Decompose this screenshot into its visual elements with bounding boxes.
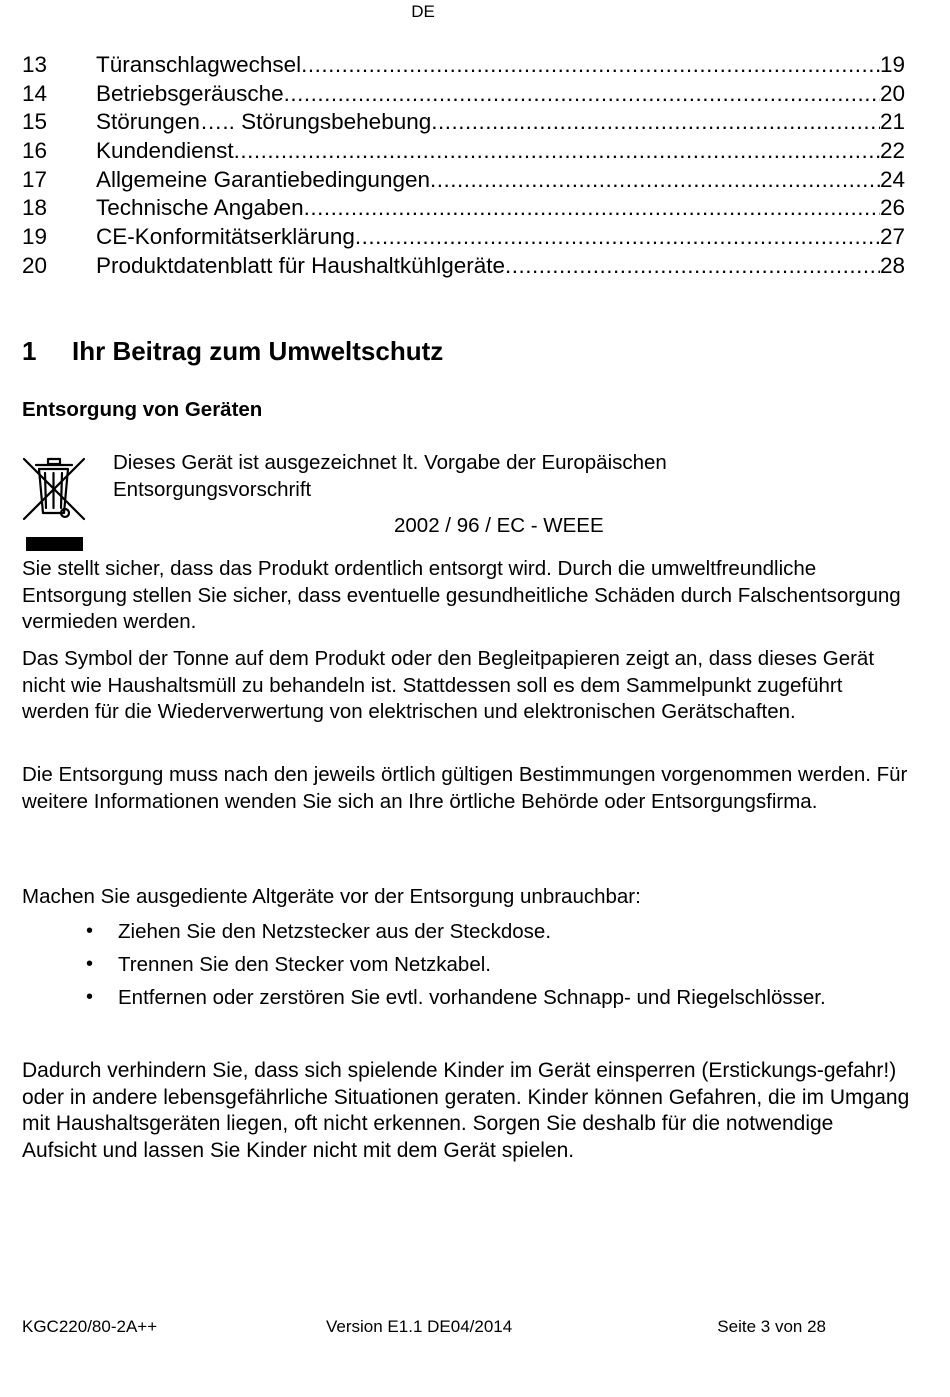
toc-title: Technische Angaben — [96, 195, 304, 221]
toc-title: Türanschlagwechsel — [96, 52, 302, 77]
toc-leader — [304, 194, 880, 223]
toc-title: Produktdatenblatt für Haushaltkühlgeräte — [96, 252, 506, 278]
paragraph-local-regulations: Die Entsorgung muss nach den jeweils örtlich gültigen Bestimmungen vorgenommen werden. Für weitere Informationen wenden Sie sich an Ihre örtliche Behörde oder Entsorgungsfirma. — [22, 763, 908, 813]
toc-title: Störungen….. Störungsbehebung — [96, 109, 432, 135]
section-title: Ihr Beitrag zum Umweltschutz — [72, 336, 444, 366]
toc-leader — [301, 51, 880, 80]
toc-page: 26 — [879, 195, 905, 221]
toc-leader — [355, 223, 880, 252]
toc-number: 14 — [22, 80, 48, 106]
paragraph-disposal-benefit: Sie stellt sicher, dass das Produkt ordentlich entsorgt wird. Durch die umweltfreundliche Entsorgung stellen Sie sicher, dass eventuelle gesundheitliche Schäden durch Falschentsorgung vermieden werden. — [22, 557, 901, 634]
toc-leader — [234, 137, 880, 166]
toc-entry[interactable] — [22, 194, 905, 223]
toc-number: 18 — [22, 195, 48, 221]
toc-leader — [505, 252, 880, 281]
section-number: 1 — [22, 336, 37, 366]
toc-entry[interactable] — [22, 252, 905, 281]
bullet-list — [84, 916, 884, 1015]
paragraph-make-unusable: Machen Sie ausgediente Altgeräte vor der Entsorgung unbrauchbar: — [22, 885, 641, 908]
section-heading — [22, 336, 443, 367]
toc-entry[interactable] — [22, 108, 905, 137]
footer-page-number: Seite 3 von 28 — [717, 1317, 826, 1336]
toc-page: 19 — [879, 52, 905, 77]
toc-page: 24 — [879, 166, 905, 192]
toc-number: 15 — [22, 109, 48, 135]
toc-title: Betriebsgeräusche — [96, 80, 284, 106]
table-of-contents — [22, 51, 905, 281]
weee-directive-code: 2002 / 96 / EC - WEEE — [394, 514, 604, 537]
toc-number: 13 — [22, 52, 48, 77]
toc-entry[interactable] — [22, 137, 905, 166]
list-item: • Entfernen oder zerstören Sie evtl. vorhandene Schnapp- und Riegelschlösser. — [84, 982, 884, 1013]
toc-leader — [430, 166, 880, 195]
list-item: • Trennen Sie den Stecker vom Netzkabel. — [84, 949, 884, 980]
toc-number: 16 — [22, 138, 48, 164]
toc-number: 17 — [22, 166, 48, 192]
paragraph-child-safety: Dadurch verhindern Sie, dass sich spielende Kinder im Gerät einsperren (Erstickungs-gefahr!) oder in andere lebensgefährliche Situationen geraten. Kinder können Gefahren, die im Umgang mit Haushaltsgeräten liegen, oft nicht erkennen. Sorgen Sie deshalb für die notwendige Aufsicht und lassen Sie Kinder nicht mit dem Gerät spielen. — [22, 1059, 910, 1162]
toc-entry[interactable] — [22, 166, 905, 195]
toc-entry[interactable] — [22, 80, 905, 109]
toc-number: 20 — [22, 252, 48, 278]
toc-title: Allgemeine Garantiebedingungen — [96, 166, 430, 192]
page-footer — [22, 1317, 826, 1339]
toc-page: 21 — [879, 109, 905, 135]
toc-page: 20 — [879, 80, 905, 106]
footer-model: KGC220/80-2A++ — [22, 1317, 158, 1336]
language-code: DE — [411, 2, 435, 21]
weee-description: Dieses Gerät ist ausgezeichnet lt. Vorgabe der Europäischen Entsorgungsvorschrift — [113, 451, 667, 501]
toc-leader — [284, 80, 880, 109]
toc-title: CE-Konformitätserklärung — [96, 224, 355, 250]
list-item: • Ziehen Sie den Netzstecker aus der Steckdose. — [84, 916, 884, 947]
toc-title: Kundendienst — [96, 138, 234, 164]
subsection-heading: Entsorgung von Geräten — [22, 398, 263, 421]
paragraph-bin-symbol: Das Symbol der Tonne auf dem Produkt oder den Begleitpapieren zeigt an, dass dieses Gerät nicht wie Haushaltsmüll zu behandeln ist. Stattdessen soll es dem Sammelpunkt zugeführt werden für die Wiederverwertung von elektrischen und elektronischen Gerätschaften. — [22, 647, 875, 724]
toc-page: 27 — [879, 224, 905, 250]
footer-version: Version E1.1 DE04/2014 — [326, 1317, 513, 1336]
toc-number: 19 — [22, 224, 48, 250]
toc-leader — [431, 108, 880, 137]
toc-page: 22 — [879, 138, 905, 164]
toc-entry[interactable] — [22, 223, 905, 252]
crossed-out-wheelie-bin-icon — [22, 453, 86, 551]
toc-page: 28 — [879, 252, 905, 278]
toc-entry[interactable] — [22, 51, 905, 80]
